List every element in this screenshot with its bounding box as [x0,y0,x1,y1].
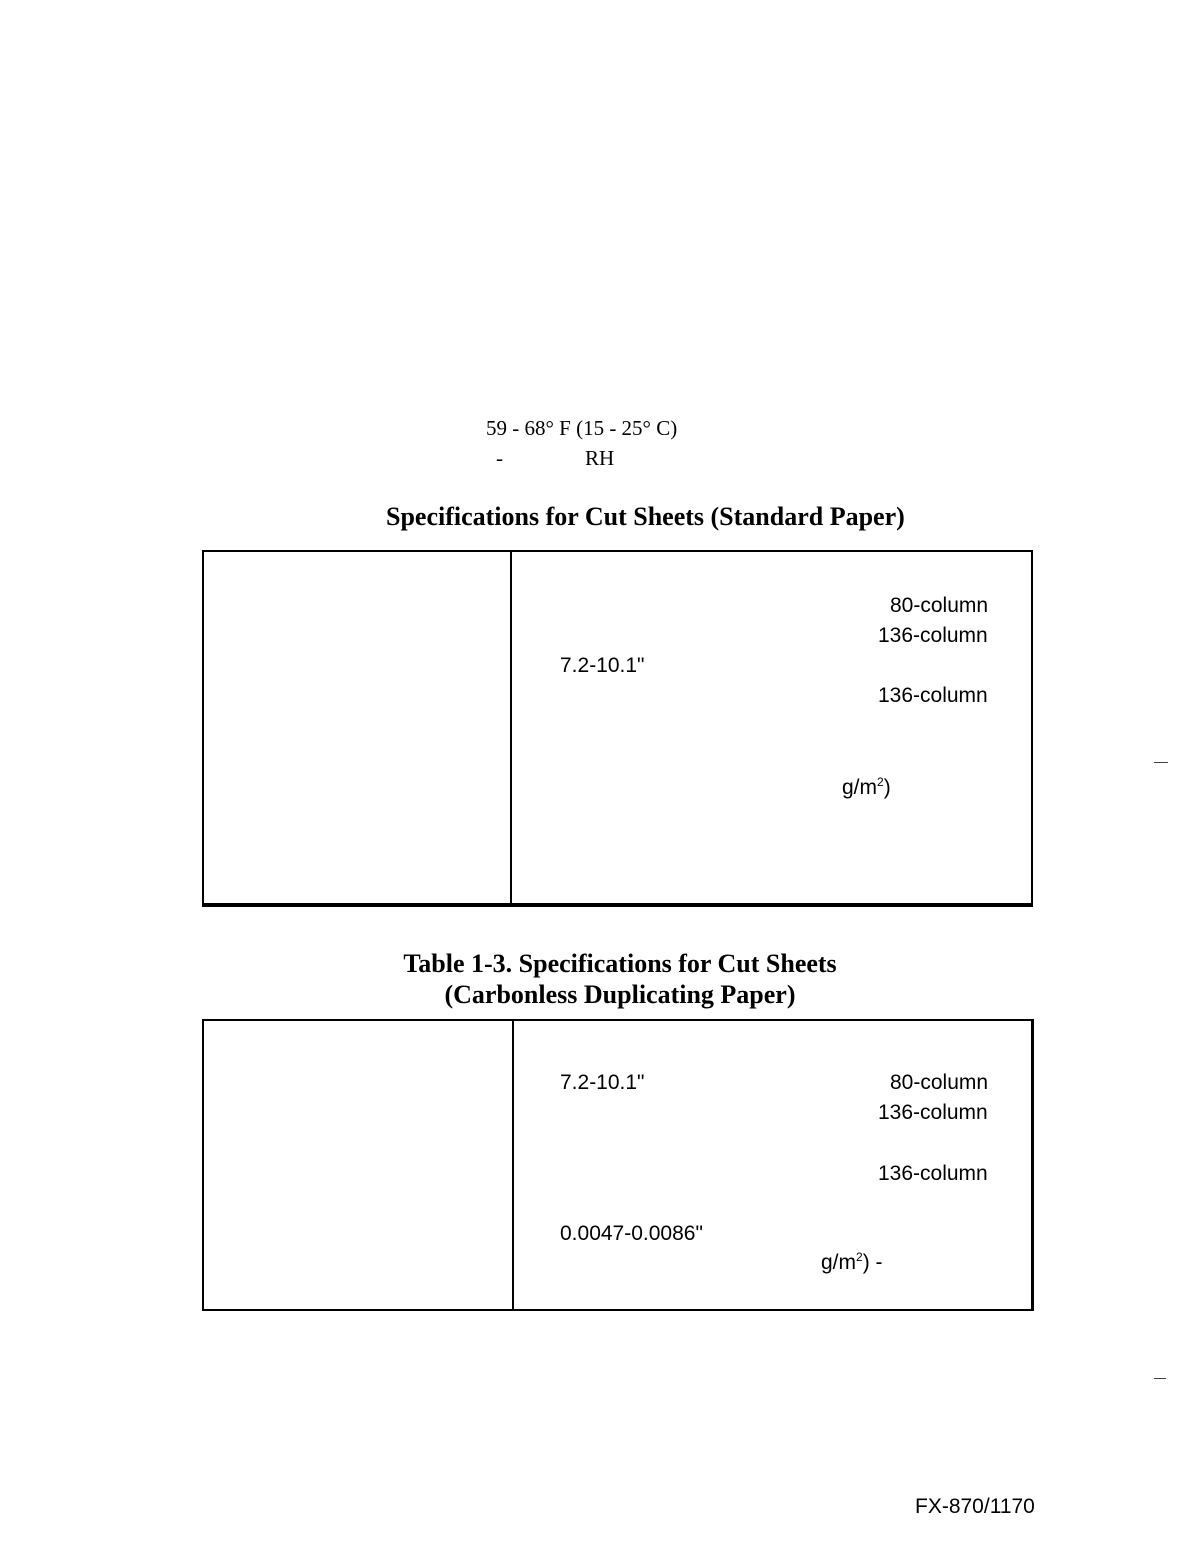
scan-mark [1154,1378,1166,1379]
carbonless-paper-table [202,1019,1034,1311]
cell-136-column: 136-column [878,624,988,647]
cell-80-column: 80-column [890,594,989,617]
cell-136-column: 136-column [878,1101,988,1124]
standard-paper-table-title: Specifications for Cut Sheets (Standard Paper) [386,502,905,531]
cell-weight-unit: $g/m^2$) - [821,1250,883,1274]
cell-136-column: 136-column [878,684,988,707]
scan-mark [1154,762,1168,763]
humidity-unit: RH [585,446,615,470]
standard-paper-table [202,550,1033,907]
cell-width-range: 7.2-10.1" [560,1071,645,1094]
cell-80-column: 80-column [890,1071,989,1094]
carbonless-table-title: Table 1-3. Specifications for Cut Sheets [403,949,837,978]
cell-thickness: 0.0047-0.0086" [560,1222,703,1245]
table-column-divider [512,1021,514,1309]
cell-136-column: 136-column [878,1162,988,1185]
humidity-dash: - [496,446,503,470]
temperature-range: 59 - 68° F (15 - 25° C) [486,416,678,440]
cell-weight-unit: $g/m^2$) [842,775,891,799]
cell-width-range: 7.2-10.1" [560,654,645,677]
carbonless-table-subtitle: (Carbonless Duplicating Paper) [444,980,796,1009]
table-column-divider [510,552,512,903]
footer-model: FX-870/1170 [915,1495,1035,1518]
